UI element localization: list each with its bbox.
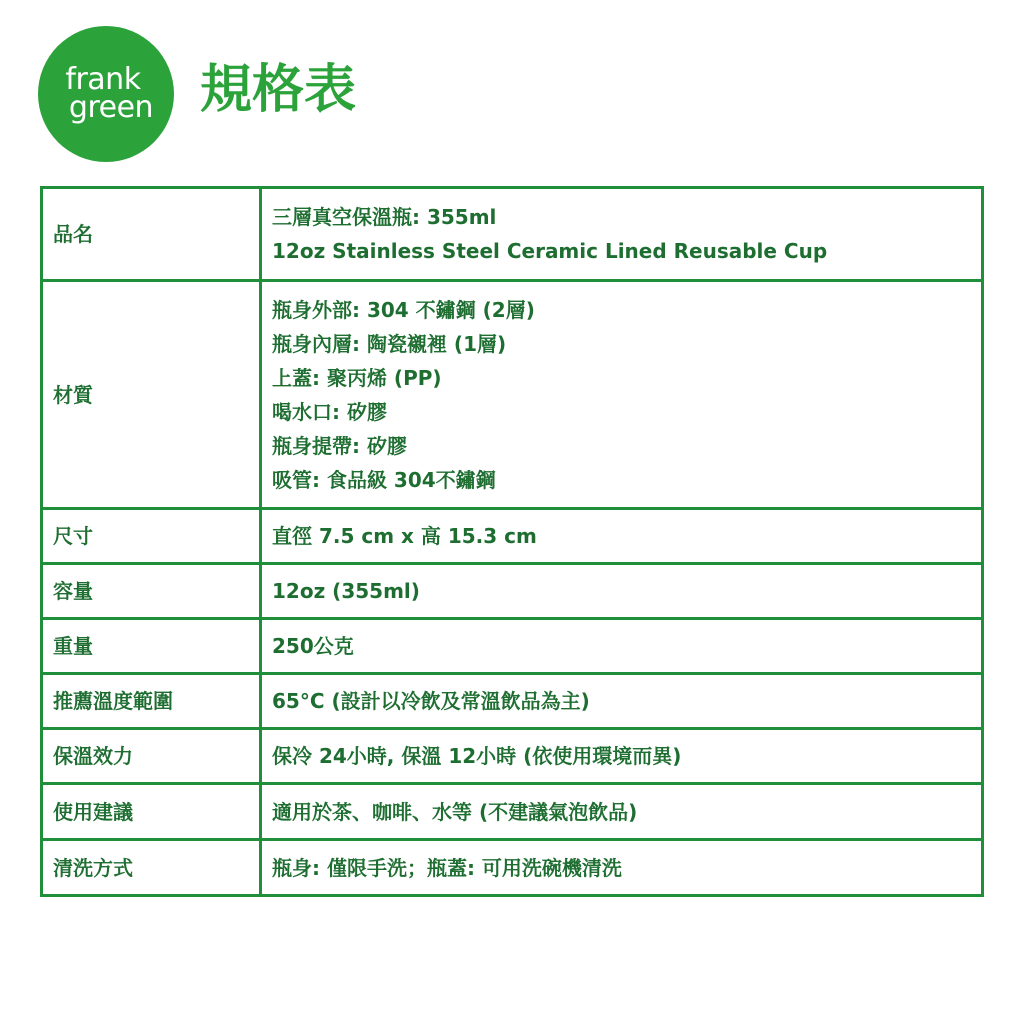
logo-text-line1: frank <box>65 62 141 97</box>
row-label: 容量 <box>42 564 261 619</box>
row-label: 使用建議 <box>42 784 261 840</box>
value-line: 三層真空保溫瓶: 355ml <box>272 205 497 229</box>
row-label: 尺寸 <box>42 509 261 564</box>
row-label: 保溫效力 <box>42 729 261 784</box>
logo-text-line2: green <box>68 90 154 125</box>
value-line: 瓶身提帶: 矽膠 <box>272 433 407 458</box>
value-line: 直徑 7.5 cm x 高 15.3 cm <box>272 524 537 548</box>
row-value <box>261 729 983 784</box>
table-row <box>42 281 983 509</box>
table-row <box>42 188 983 281</box>
value-line: 12oz (355ml) <box>272 579 420 603</box>
row-value <box>261 509 983 564</box>
value-line: 適用於茶、咖啡、水等 (不建議氣泡飲品) <box>272 799 638 824</box>
row-value <box>261 188 983 281</box>
row-label: 推薦溫度範圍 <box>42 674 261 729</box>
value-line: 喝水口: 矽膠 <box>272 399 387 424</box>
row-label: 品名 <box>42 188 261 281</box>
row-value <box>261 619 983 674</box>
spec-table <box>40 186 984 897</box>
table-row <box>42 674 983 729</box>
value-line: 12oz Stainless Steel Ceramic Lined Reusable Cup <box>272 239 828 263</box>
table-row <box>42 784 983 840</box>
value-line: 瓶身外部: 304 不鏽鋼 (2層) <box>272 297 535 322</box>
table-row <box>42 729 983 784</box>
brand-logo <box>38 26 174 162</box>
table-row <box>42 564 983 619</box>
value-line: 吸管: 食品級 304不鏽鋼 <box>272 467 496 492</box>
row-value <box>261 281 983 509</box>
value-line: 保冷 24小時, 保溫 12小時 (依使用環境而異) <box>272 744 682 768</box>
value-line: 瓶身內層: 陶瓷襯裡 (1層) <box>272 331 507 356</box>
value-line: 65°C (設計以冷飲及常溫飲品為主) <box>272 689 590 713</box>
table-row <box>42 619 983 674</box>
page-title: 規格表 <box>200 60 357 120</box>
row-value <box>261 784 983 840</box>
row-label: 材質 <box>42 281 261 509</box>
value-line: 250公克 <box>272 634 354 658</box>
row-value <box>261 674 983 729</box>
row-label: 重量 <box>42 619 261 674</box>
value-line: 瓶身: 僅限手洗；瓶蓋: 可用洗碗機清洗 <box>272 855 622 880</box>
row-value <box>261 564 983 619</box>
table-row <box>42 840 983 896</box>
table-row <box>42 509 983 564</box>
row-label: 清洗方式 <box>42 840 261 896</box>
value-line: 上蓋: 聚丙烯 (PP) <box>272 365 442 390</box>
row-value <box>261 840 983 896</box>
